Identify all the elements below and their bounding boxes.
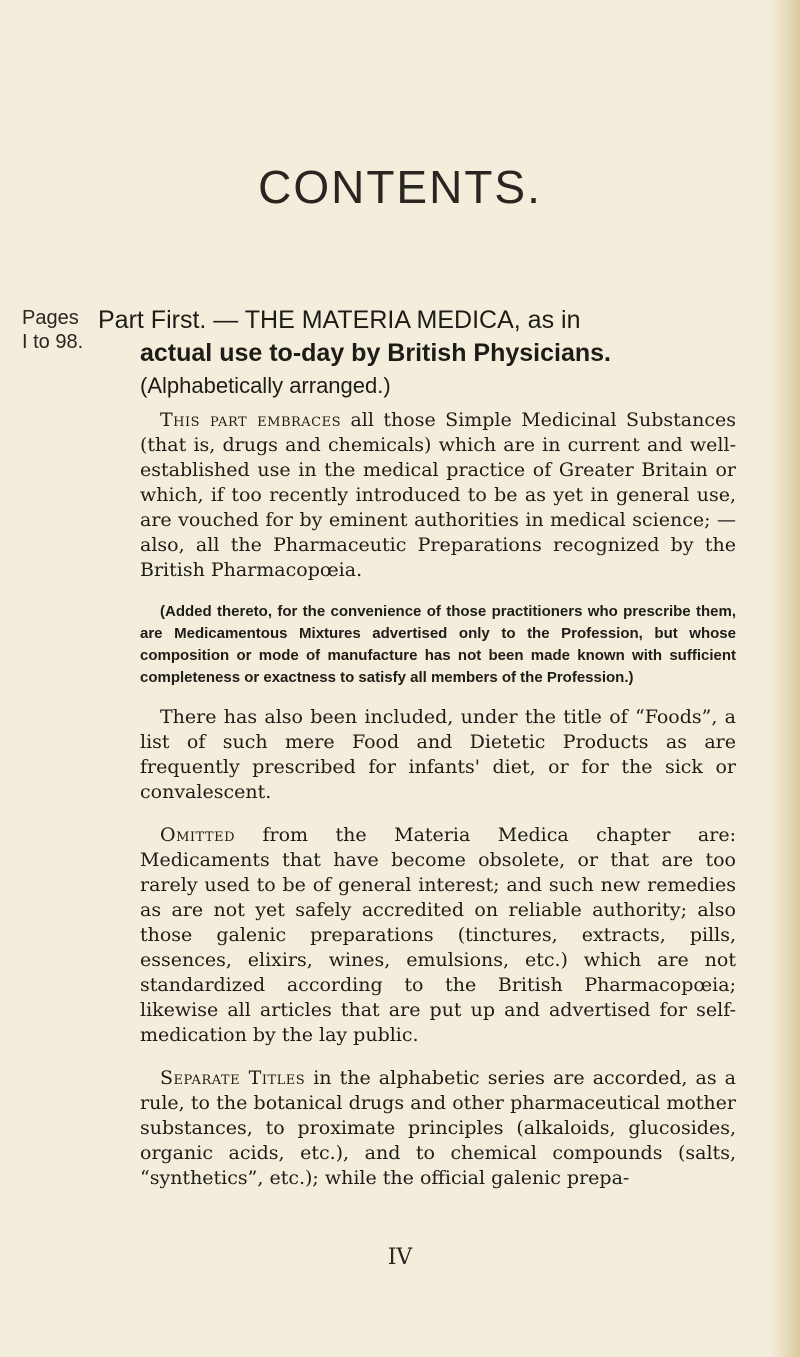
paragraph-text: There has also been included, under the title of “Foods”, a list of such mere Food and Dietetic Products as are frequently prescribed for infants' diet, or for the sick or convalescent. [140, 706, 736, 803]
paragraph-text: all those Simple Medicinal Substances (that is, drugs and chemicals) which are in current and well-established use in the medical practice of Greater Britain or which, if too recently introduced to be as yet in general use, are vouched for by eminent authorities in medical science; — also, all the Pharmaceutic Preparations recognized by the British Pharmacopœia. [140, 409, 736, 581]
paragraph [140, 408, 736, 583]
section-heading [98, 304, 738, 402]
heading-line: (Alphabetically arranged.) [140, 373, 391, 398]
paragraph-lead: Separate Titles [160, 1067, 306, 1089]
paragraph-lead: This part embraces [160, 409, 342, 431]
heading-line: actual use to-day by British Physicians. [140, 339, 611, 367]
paragraph-text: in the alphabetic series are accorded, as a rule, to the botanical drugs and other pharmaceutical mother substances, to proximate principles (alkaloids, glucosides, organic acids, etc.), and to chemical compounds (salts, “synthetics”, etc.); while the official galenic prepa- [140, 1067, 736, 1189]
margin-note [22, 306, 83, 354]
note-paragraph: (Added thereto, for the convenience of those practitioners who prescribe them, are Medicamentous Mixtures advertised only to the Profession, but whose composition or mode of manufacture has not been made known with sufficient completeness or exactness to satisfy all members of the Profession.) [140, 603, 736, 686]
paragraph [140, 823, 736, 1048]
paragraph-text: from the Materia Medica chapter are: Medicaments that have become obsolete, or that are too rarely used to be of general interest; and such new remedies as are not yet safely accredited on reliable authority; also those galenic preparations (tinctures, extracts, pills, essences, elixirs, wines, emulsions, etc.) which are not standardized according to the British Pharmacopœia; likewise all articles that are put up and advertised for self-medication by the lay public. [140, 824, 736, 1046]
page-number: IV [387, 1245, 413, 1270]
page-title: CONTENTS. [258, 161, 542, 213]
paragraph-lead: Omitted [160, 824, 236, 846]
margin-note-line: Pages [22, 307, 79, 329]
body-text [140, 408, 736, 1209]
heading-line: Part First. — THE MATERIA MEDICA, as in [98, 306, 581, 334]
margin-note-line: I to 98. [22, 331, 84, 353]
paragraph [140, 1066, 736, 1191]
paragraph [140, 705, 736, 805]
